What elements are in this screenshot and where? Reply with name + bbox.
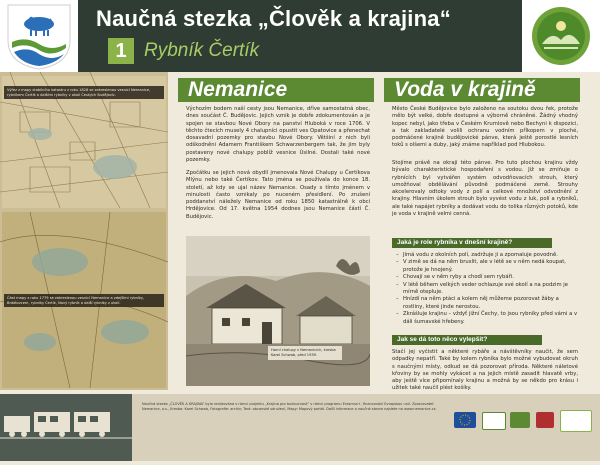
stop-subtitle: Rybník Čertík — [144, 40, 260, 61]
eu-flag-logo — [454, 412, 476, 428]
municipality-logo — [0, 0, 78, 72]
map-caption-top: Výřez z mapy stabilního katastru z roku 1826 se zakreslenou vesnicí Nemanice, rybníkem Čertík a dalšími rybníky v okolí Českých Budějovic. — [4, 86, 164, 99]
list-item: – V létě během velkých veder ochlazuje své okolí a na podzim je mírně otepluje. — [396, 282, 578, 297]
stop-number-badge: 1 — [108, 38, 134, 64]
partner-logos — [446, 402, 600, 458]
voda-paragraph-2: Stojíme právě na okraji této pánve. Pro tuto plochou krajinu vždy bývalo charakteristické hospodaření s vodou. Již se zmiňuje o rybnících byl vytvářen systém odvodňovacích strouh, který umožňoval obdělávání původně podmáčené země. Strouhy akcelerovaly odtoky vody z polí a celkové množství odvodnění z krajiny. Hlavním úkolem strouh bylo vyvést vodu z luk, polí a rybníků, ale také napájet rybníky a dodávat vodu do tolika různých potoků, kde je voda v krajině velmi cenná. — [392, 160, 578, 217]
voda-paragraph-1: Město České Budějovice bylo založeno na soutoku dvou řek, protože mělo být velké, dobře dostupné a výborně chráněné. Žádný vhodný kopec nebyl, jako třeba v Českém Krumlově nebo Bechyni k dispozici, a tak zakladatelé volili ochranu vodním příkopem v ploché, podmáčené krajině budějovické pánve, která ještě porostlé lesních toků s olšemi a duby, jaký známe například pod Hlubokou. — [392, 106, 578, 149]
list-item: – Chovají se v něm ryby a chodí sem rybáři. — [396, 274, 578, 281]
nemanice-paragraph-1: Výchozím bodem naší cesty jsou Nemanice, dříve samostatná obec, dnes součást Č. Budějovic. Jejich vznik je dobře zdokumentován a je spojen se stavbou Nové Obory na panství Hluboká v roce 1706. V těchto čtecích musely 4 chalupníci opustit ves Opatovice a přenechat dosavadní pozemky pro stavbu Nové Obory. Většiní z nich byli odškodněni Adamem Františkem Schwarzenbergem tak, že jim byly postaveny nové chalupy poblíž vesnice Úsilné. Dostali také nové pozemky. — [186, 106, 370, 163]
historic-drawing-photo — [186, 236, 370, 386]
historic-map-images — [0, 72, 168, 390]
trail-seal-logo — [522, 0, 600, 72]
photo-caption: Horní chalupy v Nemanicích, kresba Karel Schwab, před 1939. — [268, 346, 342, 360]
nemanice-heading: Nemanice — [178, 78, 374, 102]
train-illustration — [0, 394, 132, 461]
region-logo — [510, 412, 530, 428]
program-logo — [482, 412, 506, 430]
question-role-of-pond: Jaká je role rybníka v dnešní krajině? — [392, 238, 552, 248]
question-improvement: Jak se dá toto něco vylepšit? — [392, 335, 542, 345]
list-item: – Hnízdí na něm ptáci a kolem něj můžeme pozorovat žáby a rostliny, které jinde nerostou. — [396, 296, 578, 311]
voda-heading: Voda v krajině — [384, 78, 580, 102]
organisation-logo — [560, 410, 592, 432]
voda-paragraph-3: Stačí jej vyčistit a některé rybáře a návštěvníky naučit, že sem odpadky nepatří. Také by kolem rybníka bylo možné vybudovat okruh s naučnými místy, odkud se dá pozorovat příroda. Některé náletové křoviny by se mohly vykácet a na jejich místě zasadit hlavatě vrby, aby ještě více připomínaly krajinu a možná by se někdo pro krásu i užitek také naučil plést košíky. — [392, 349, 578, 392]
footer-credits: Naučná stezka „ČLOVĚK A KRAJINA“ byla realizována v rámci projektu „Krajina pro budoucnost“ v rámci programu Erasmus+, financování Evropskou unií. Zpracovatel: Nemanice, o.s., Kresba: Karel Schwab, Fotografie: archiv; Text: obcanské sdružení, Mapy: Mapový portál. Další informace o naučné stezce najdete na www.nemanice.cz. — [142, 402, 437, 412]
board-title: Naučná stezka „Člověk a krajina“ — [96, 6, 451, 31]
partner-logo — [536, 412, 554, 428]
pond-role-list — [396, 252, 578, 326]
nemanice-paragraph-2: Zpočátku se jejich nová obydlí jmenovala Nové Chalupy u Čertíkova Mlýnu nebo také Čertíkov. Tato jména se používala do konce 18. století, až kdy se ujal název Nemanice. Osady s tímto jménem v minulosti často vznikaly po nuceném přesídlení. Po zrušení poddanství náležely Nemanice od roku 1850 katastrálně k obci Hrdějovice. Od 17. května 1954 dodnes jsou Nemanice částí Č. Budějovic. — [186, 170, 370, 220]
list-item: – V zimě se dá na něm bruslit, ale v létě se v něm nedá koupat, protože je hnojený. — [396, 259, 578, 274]
list-item: – Zkrášluje krajinu – vždyť jižní Čechy, to jsou rybníky před vámi a v dáli šumavské hřebeny. — [396, 311, 578, 326]
list-item: – Jímá vodu z okolních polí, zadržuje ji a zpomaluje povodně. — [396, 252, 578, 259]
map-caption-bottom: Část mapy z roku 1779 se zakreslenou vesnicí Nemanice a zdejšími rybníky, Brádlovcem, rybníky Čertík, Nový rybník a další rybníky z okolí. — [4, 294, 164, 307]
